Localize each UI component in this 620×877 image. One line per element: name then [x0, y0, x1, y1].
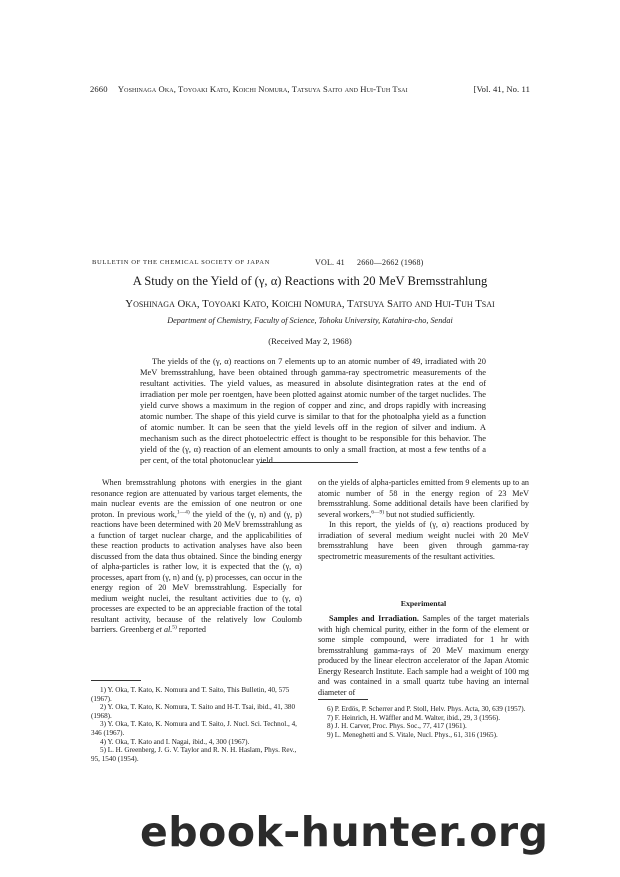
- journal-name: BULLETIN OF THE CHEMICAL SOCIETY OF JAPAN: [92, 259, 270, 266]
- received-date: (Received May 2, 1968): [268, 336, 352, 346]
- article-title: A Study on the Yield of (γ, α) Reactions with 20 MeV Bremsstrahlung: [132, 274, 488, 288]
- intro-continuation: on the yields of alpha-particles emitted from 9 elements up to an atomic number of 58 in the energy region of 23 MeV bremsstrahlung. Some additional details have been clarified by several workers,$^{6—9)}$ but not studied sufficiently.: [318, 478, 529, 519]
- page-number: 2660: [90, 84, 108, 94]
- run-in-heading: Samples and Irradiation.: [329, 614, 419, 623]
- citation-6-9: 6—9): [371, 508, 385, 515]
- body-column-right: [318, 478, 529, 562]
- intro-paragraph: When bremsstrahlung photons with energies in the giant resonance region are attenuated by various target elements, the main nuclear events are the emission of one neutron or one proton. In previous work,$^{1—4)}$ the yield of the (γ, n) and (γ, p) reactions have been determined with 20 MeV bremsstrahlung as a function of target nuclear charge, and the applicabilities of these reaction products to activation analyses have also been discussed from the data thus obtained. Since the binding energy of alpha-particles is rather low, it is expected that the (γ, α) processes, apart from (γ, n) and (γ, p) processes, can occur in the energy region of 20 MeV bremsstrahlung. Especially for medium weight nuclei, the resultant activities due to (γ, α) processes are expected to be an appreciable fraction of the total resultant activity, because of the relatively low Coulomb barriers. Greenberg et al.$^{5)}$ reported: [91, 478, 302, 634]
- abstract-divider: [260, 462, 358, 463]
- section-heading-experimental: Experimental: [400, 599, 447, 608]
- citation-5: 5): [172, 624, 177, 631]
- affiliation: Department of Chemistry, Faculty of Science, Tohoku University, Katahira-cho, Sendai: [167, 316, 453, 325]
- footnote-divider-right: [318, 699, 368, 700]
- running-head-volume: [Vol. 41, No. 11: [473, 84, 530, 94]
- footnotes-right: [318, 705, 529, 739]
- footnote: 7) F. Heinrich, H. Wäffler and M. Walter, ibid., 29, 3 (1956).: [327, 713, 501, 722]
- running-head-authors: Yoshinaga Oka, Toyoaki Kato, Koichi Nomura, Tatsuya Saito and Hui-Tuh Tsai: [117, 84, 408, 94]
- footnote: 2) Y. Oka, T. Kato, K. Nomura, T. Saito and H-T. Tsai, ibid., 41, 380 (1968).: [91, 703, 296, 720]
- footnote: 6) P. Erdös, P. Scherrer and P. Stoll, Helv. Phys. Acta, 30, 639 (1957).: [327, 705, 526, 713]
- footnote: 4) Y. Oka, T. Kato and I. Nagai, ibid., 4, 300 (1967).: [100, 737, 250, 746]
- journal-pages: 2660—2662 (1968): [357, 258, 424, 267]
- footnotes-left: [91, 686, 302, 763]
- footnote: 8) J. H. Carver, Proc. Phys. Soc., 77, 417 (1961).: [327, 722, 467, 731]
- experimental-column: [318, 614, 529, 698]
- watermark: ebook-hunter.org: [140, 808, 549, 856]
- journal-volume: VOL. 41: [315, 258, 345, 267]
- footnote: 3) Y. Oka, T. Kato, K. Nomura and T. Saito, J. Nucl. Sci. Technol., 4, 346 (1967).: [91, 720, 297, 737]
- footnote: 1) Y. Oka, T. Kato, K. Nomura and T. Saito, This Bulletin, 40, 575 (1967).: [91, 686, 290, 703]
- footnote-divider-left: [91, 680, 141, 681]
- body-column-left: [91, 478, 302, 636]
- running-head: [90, 84, 530, 94]
- citation-1-4: 1—4): [176, 508, 190, 515]
- experimental-paragraph: Samples and Irradiation. Samples of the target materials with high chemical purity, either in the form of the element or some simple compound, were irradiated for 1 hr with bremsstrahlung gamma-rays of 20 MeV maximum energy produced by the linear electron accelerator of the Japan Atomic Energy Research Institute. Each sample had a weight of 100 mg and was contained in a small quartz tube having an internal diameter of: [318, 614, 529, 697]
- footnote: 5) L. H. Greenberg, J. G. V. Taylor and R. N. H. Haslam, Phys. Rev., 95, 1540 (1954).: [91, 746, 297, 763]
- report-paragraph: In this report, the yields of (γ, α) reactions produced by irradiation of several medium weight nuclei with 20 MeV bremsstrahlung have been given through gamma-ray spectrometric measurements of the resultant activities.: [318, 520, 529, 561]
- abstract: The yields of the (γ, α) reactions on 7 elements up to an atomic number of 49, irradiated with 20 MeV bremsstrahlung, have been obtained through gamma-ray spectrometric measurements of the resultant activities. The yield values, as measured in absolute disintegration rates at the end of irradiation per mole per roentgen, have been plotted against atomic number of the target nuclides. The yield curve shows a maximum in the region of copper and zinc, and drops rapidly with increasing atomic number. The shape of this yield curve is similar to that for the photoalpha yield as a function of atomic number. It can be seen that the yield levels off in the region of silver and indium. A mechanism such as the direct photoelectric effect is thought to be responsible for this behavior. The yield of the (γ, α) reaction of an element amounts to only a small fraction, at most a few tenths of a per cent, of the total photonuclear yield.: [140, 356, 486, 465]
- article-authors: Yoshinaga Oka, Toyoaki Kato, Koichi Nomura, Tatsuya Saito and Hui-Tuh Tsai: [125, 298, 495, 310]
- journal-line: [92, 259, 532, 266]
- footnote: 9) L. Meneghetti and S. Vitale, Nucl. Phys., 61, 316 (1965).: [327, 730, 498, 739]
